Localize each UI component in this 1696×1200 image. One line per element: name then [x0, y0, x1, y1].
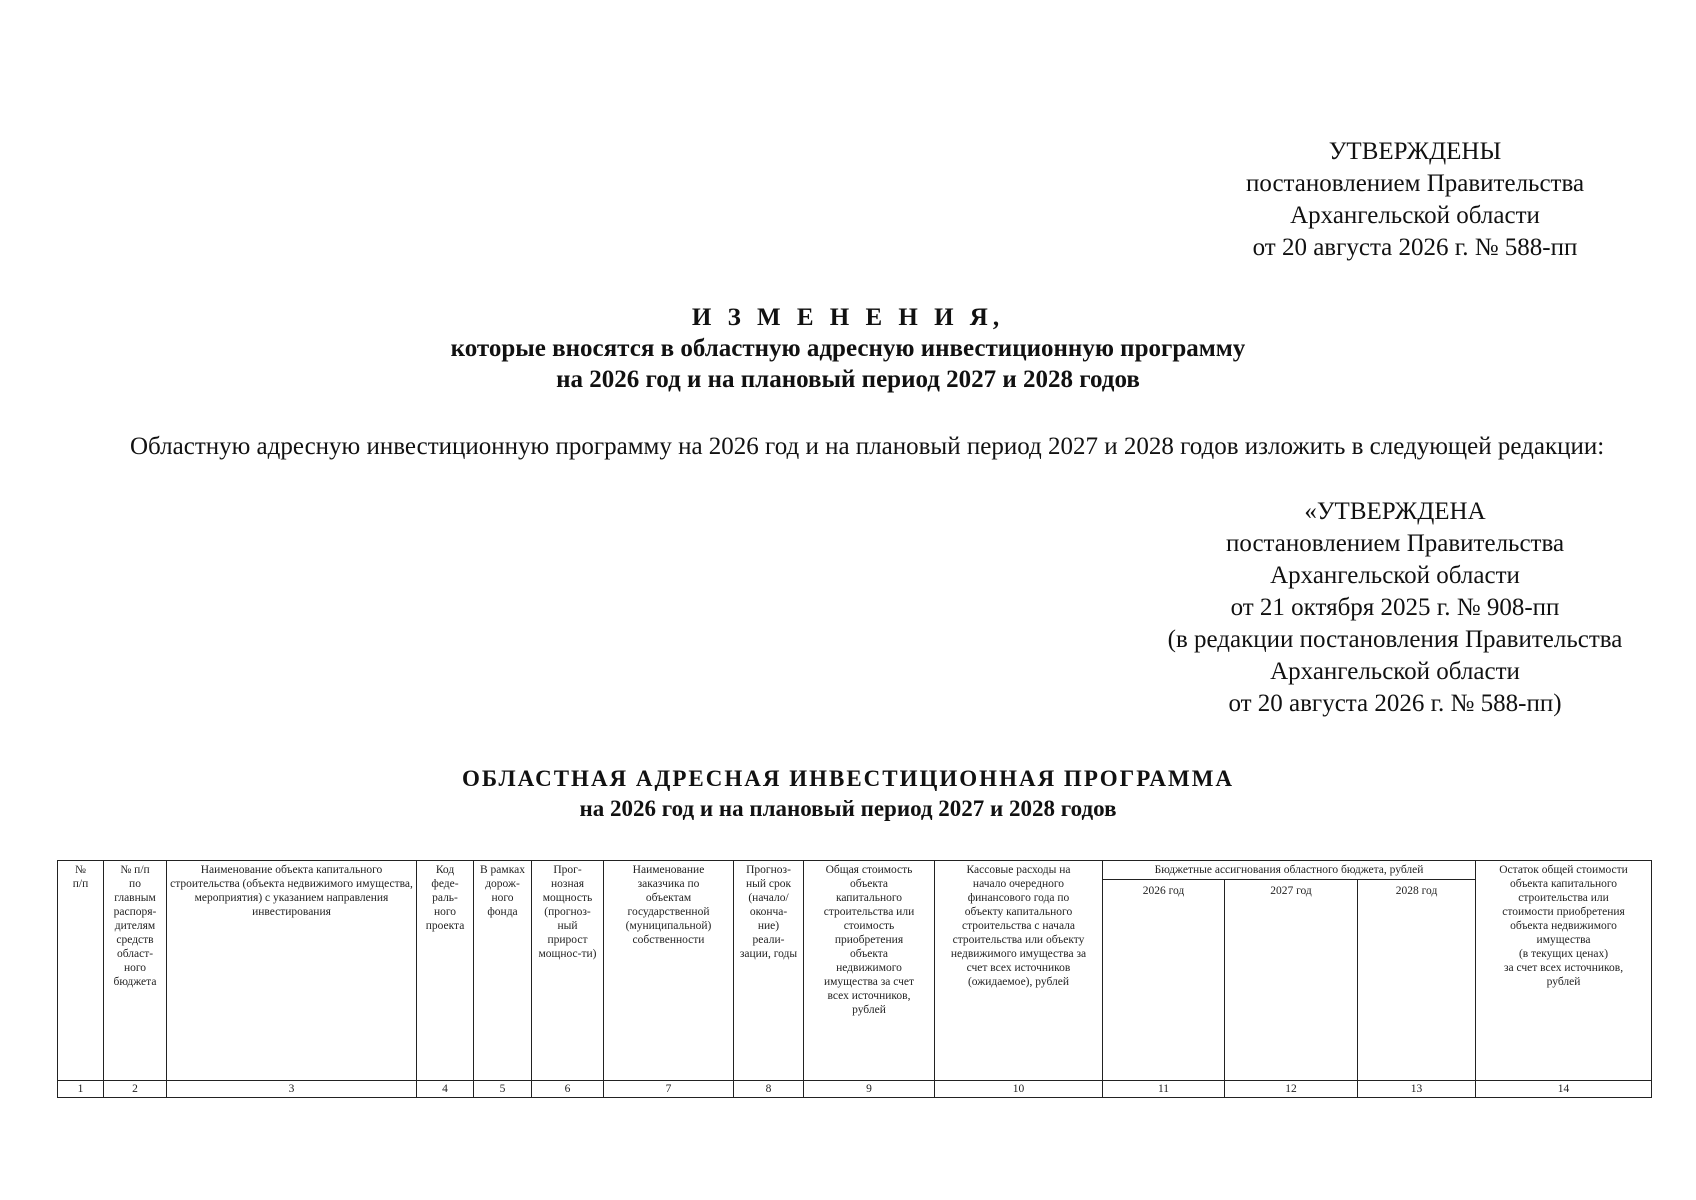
header-number-by-manager: № п/п по главным распоря- дителям средств област- ного бюджета — [104, 861, 167, 1081]
header-year-2028: 2028 год — [1358, 880, 1476, 1081]
column-number: 8 — [734, 1081, 804, 1098]
column-number: 2 — [104, 1081, 167, 1098]
header-remaining-cost: Остаток общей стоимости объекта капитального строительства или стоимости приобретения объекта недвижимого имущества (в текущих ценах) за счет всех источников, рублей — [1476, 861, 1652, 1081]
column-number: 10 — [935, 1081, 1103, 1098]
changes-subtitle-line1: которые вносятся в областную адресную инвестиционную программу — [450, 335, 1246, 362]
header-road-fund: В рамках дорож- ного фонда — [474, 861, 532, 1081]
changes-heading: И З М Е Н Е Н И Я, — [691, 304, 1005, 331]
column-number: 12 — [1225, 1081, 1358, 1098]
approval-stamp-top — [1215, 136, 1615, 264]
approval-line: Архангельской области — [1290, 202, 1540, 229]
approval-line: постановлением Правительства — [1225, 530, 1565, 557]
approval-line: (в редакции постановления Правительства — [1167, 626, 1623, 653]
approval-line: Архангельской области — [1270, 658, 1520, 685]
column-number: 3 — [167, 1081, 417, 1098]
program-heading: ОБЛАСТНАЯ АДРЕСНАЯ ИНВЕСТИЦИОННАЯ ПРОГРАММА — [461, 766, 1235, 791]
approval-line: УТВЕРЖДЕНЫ — [1328, 138, 1502, 165]
header-customer-name: Наименование заказчика по объектам государственной (муниципальной) собственности — [604, 861, 734, 1081]
column-number: 11 — [1103, 1081, 1225, 1098]
header-federal-project-code: Код феде- раль- ного проекта — [417, 861, 474, 1081]
header-budget-allocations: Бюджетные ассигнования областного бюджета, рублей — [1103, 861, 1476, 880]
approval-stamp-second — [1130, 496, 1660, 720]
header-year-2026: 2026 год — [1103, 880, 1225, 1081]
approval-line: от 21 октября 2025 г. № 908-пп — [1230, 594, 1560, 621]
approval-line: Архангельской области — [1270, 562, 1520, 589]
program-table — [57, 860, 1652, 1098]
changes-subtitle-line2: на 2026 год и на плановый период 2027 и 2028 годов — [556, 366, 1140, 393]
column-number: 9 — [804, 1081, 935, 1098]
column-number: 14 — [1476, 1081, 1652, 1098]
header-object-name: Наименование объекта капитального строительства (объекта недвижимого имущества, мероприятия) с указанием направления инвестирования — [167, 861, 417, 1081]
header-forecast-capacity: Прог- нозная мощность (прогноз- ный прирост мощнос-ти) — [532, 861, 604, 1081]
intro-paragraph — [58, 431, 1614, 463]
approval-line: от 20 августа 2026 г. № 588-пп) — [1228, 690, 1562, 717]
intro-text: Областную адресную инвестиционную программу на 2026 год и на плановый период 2027 и 2028 годов изложить в следующей редакции: — [130, 433, 1605, 460]
header-forecast-period: Прогноз- ный срок (начало/ оконча- ние) реали- зации, годы — [734, 861, 804, 1081]
header-cash-expenses: Кассовые расходы на начало очередного финансового года по объекту капитального строительства с начала строительства или объекту недвижимого имущества за счет всех источников (ожидаемое), рублей — [935, 861, 1103, 1081]
table-row-column-numbers — [58, 1081, 1652, 1098]
column-number: 1 — [58, 1081, 104, 1098]
column-number: 5 — [474, 1081, 532, 1098]
changes-title — [0, 302, 1696, 395]
column-number: 13 — [1358, 1081, 1476, 1098]
column-number: 7 — [604, 1081, 734, 1098]
column-number: 4 — [417, 1081, 474, 1098]
approval-line: постановлением Правительства — [1245, 170, 1585, 197]
program-title — [0, 764, 1696, 824]
program-subheading: на 2026 год и на плановый период 2027 и 2028 годов — [579, 796, 1117, 821]
header-year-2027: 2027 год — [1225, 880, 1358, 1081]
header-number: № п/п — [58, 861, 104, 1081]
approval-line: от 20 августа 2026 г. № 588-пп — [1252, 234, 1578, 261]
header-total-cost: Общая стоимость объекта капитального строительства или стоимость приобретения объекта недвижимого имущества за счет всех источников, рублей — [804, 861, 935, 1081]
approval-line: «УТВЕРЖДЕНА — [1304, 498, 1486, 525]
column-number: 6 — [532, 1081, 604, 1098]
